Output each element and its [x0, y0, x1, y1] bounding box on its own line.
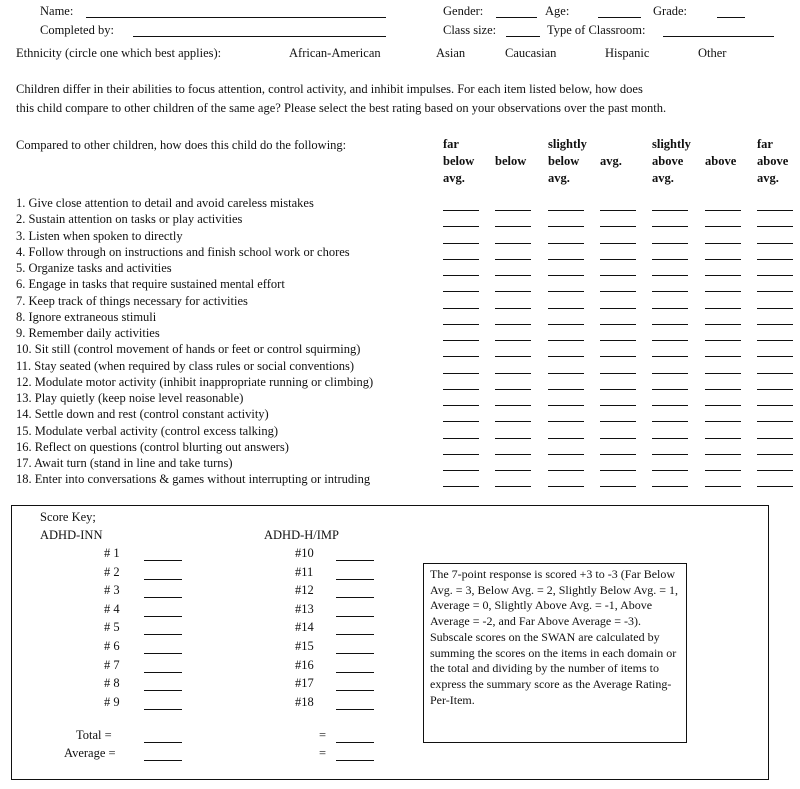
rating-blank[interactable]	[600, 259, 636, 260]
inn-score-field[interactable]	[144, 616, 182, 617]
instructions-line-1: Children differ in their abilities to focus attention, control activity, and inhibit impulses. For each item listed below, how does	[16, 82, 643, 96]
rating-column-header-line	[705, 170, 757, 187]
ethnicity-option-hispanic[interactable]: Hispanic	[605, 46, 650, 60]
rating-blank[interactable]	[443, 356, 479, 357]
rating-item-text: 10. Sit still (control movement of hands or feet or control squirming)	[16, 342, 361, 357]
imp-item-label: #11	[295, 564, 314, 579]
rating-blank[interactable]	[705, 486, 741, 487]
rating-blank[interactable]	[548, 243, 584, 244]
average-label: Average =	[64, 746, 116, 760]
rating-blank[interactable]	[600, 470, 636, 471]
imp-item-label: #12	[295, 583, 314, 598]
age-label: Age:	[545, 4, 570, 18]
grade-label: Grade:	[653, 4, 688, 18]
rating-blank[interactable]	[443, 389, 479, 390]
ethnicity-label: Ethnicity (circle one which best applies):	[16, 46, 222, 60]
rating-item-text: 2. Sustain attention on tasks or play activities	[16, 212, 243, 227]
rating-blank[interactable]	[495, 405, 531, 406]
classroom-type-field[interactable]	[663, 36, 774, 37]
rating-column-header-line	[600, 170, 652, 187]
rating-blank[interactable]	[705, 421, 741, 422]
rating-blank[interactable]	[600, 438, 636, 439]
rating-blank[interactable]	[705, 389, 741, 390]
rating-blank[interactable]	[443, 340, 479, 341]
rating-blank[interactable]	[757, 421, 793, 422]
rating-blank[interactable]	[495, 259, 531, 260]
rating-blank[interactable]	[705, 308, 741, 309]
rating-blank[interactable]	[705, 275, 741, 276]
rating-column-header-line: far	[443, 137, 459, 151]
rating-blank[interactable]	[652, 454, 688, 455]
imp-item-label: #10	[295, 546, 314, 560]
imp-item-label: #18	[295, 694, 314, 709]
classroom-type-label: Type of Classroom:	[547, 23, 646, 37]
rating-column-header-line: far	[757, 137, 773, 151]
adhd-himp-title: ADHD-H/IMP	[264, 528, 339, 542]
rating-blank[interactable]	[652, 340, 688, 341]
rating-blank[interactable]	[495, 308, 531, 309]
inn-score-field[interactable]	[144, 709, 182, 710]
inn-item-label: # 2	[104, 564, 120, 579]
rating-item-text: 6. Engage in tasks that require sustained mental effort	[16, 277, 285, 292]
ethnicity-option-other[interactable]: Other	[698, 46, 727, 60]
rating-blank[interactable]	[443, 324, 479, 325]
inn-item-label: # 7	[104, 657, 120, 672]
imp-total-equals: =	[319, 728, 327, 742]
rating-blank[interactable]	[548, 340, 584, 341]
rating-blank[interactable]	[600, 356, 636, 357]
name-field[interactable]	[86, 17, 386, 18]
rating-blank[interactable]	[600, 486, 636, 487]
rating-blank[interactable]	[600, 243, 636, 244]
rating-blank[interactable]	[548, 405, 584, 406]
rating-blank[interactable]	[548, 373, 584, 374]
rating-blank[interactable]	[652, 243, 688, 244]
rating-item-text: 3. Listen when spoken to directly	[16, 228, 183, 243]
rating-blank[interactable]	[443, 308, 479, 309]
rating-blank[interactable]	[548, 324, 584, 325]
inn-score-field[interactable]	[144, 690, 182, 691]
rating-blank[interactable]	[652, 210, 688, 211]
rating-blank[interactable]	[548, 356, 584, 357]
imp-item-label: #15	[295, 639, 314, 653]
rating-column-header	[600, 136, 652, 187]
inn-score-field[interactable]	[144, 653, 182, 654]
name-label: Name:	[40, 4, 74, 18]
rating-item-text: 5. Organize tasks and activities	[16, 261, 172, 275]
rating-blank[interactable]	[705, 356, 741, 357]
imp-average-field[interactable]	[336, 760, 374, 761]
rating-column-header	[443, 136, 495, 187]
inn-item-label: # 1	[104, 546, 120, 560]
rating-blank[interactable]	[495, 226, 531, 227]
imp-total-field[interactable]	[336, 742, 374, 743]
grade-field[interactable]	[717, 17, 745, 18]
inn-item-label: # 9	[104, 694, 120, 709]
inn-score-field[interactable]	[144, 634, 182, 635]
age-field[interactable]	[598, 17, 641, 18]
rating-blank[interactable]	[495, 210, 531, 211]
rating-blank[interactable]	[548, 259, 584, 260]
rating-blank[interactable]	[652, 421, 688, 422]
inn-score-field[interactable]	[144, 560, 182, 561]
rating-blank[interactable]	[548, 438, 584, 439]
inn-score-field[interactable]	[144, 579, 182, 580]
inn-item-label: # 3	[104, 583, 120, 598]
rating-blank[interactable]	[705, 454, 741, 455]
rating-item-text: 1. Give close attention to detail and avoid careless mistakes	[16, 196, 314, 210]
score-key-title: Score Key;	[40, 510, 96, 524]
rating-blank[interactable]	[495, 243, 531, 244]
imp-score-field[interactable]	[336, 672, 374, 673]
rating-column-header	[495, 136, 547, 187]
rating-blank[interactable]	[757, 486, 793, 487]
rating-blank[interactable]	[548, 470, 584, 471]
rating-blank[interactable]	[757, 454, 793, 455]
rating-item-text: 17. Await turn (stand in line and take turns)	[16, 456, 233, 470]
rating-blank[interactable]	[548, 308, 584, 309]
rating-column-header-line: slightly	[652, 137, 691, 151]
rating-blank[interactable]	[600, 421, 636, 422]
rating-column-header	[757, 136, 800, 187]
inn-average-field[interactable]	[144, 760, 182, 761]
rating-blank[interactable]	[600, 324, 636, 325]
rating-blank[interactable]	[652, 438, 688, 439]
rating-blank[interactable]	[548, 486, 584, 487]
rating-column-header-line: below	[548, 154, 580, 168]
rating-item-text: 13. Play quietly (keep noise level reasonable)	[16, 391, 244, 405]
imp-score-field[interactable]	[336, 709, 374, 710]
rating-blank[interactable]	[495, 324, 531, 325]
rating-blank[interactable]	[443, 226, 479, 227]
imp-score-field[interactable]	[336, 579, 374, 580]
rating-blank[interactable]	[705, 324, 741, 325]
class-size-field[interactable]	[506, 36, 540, 37]
class-size-label: Class size:	[443, 23, 497, 37]
rating-blank[interactable]	[443, 275, 479, 276]
rating-blank[interactable]	[548, 226, 584, 227]
rating-blank[interactable]	[548, 389, 584, 390]
inn-item-label: # 6	[104, 639, 120, 653]
imp-score-field[interactable]	[336, 690, 374, 691]
rating-blank[interactable]	[757, 210, 793, 211]
rating-blank[interactable]	[600, 405, 636, 406]
rating-blank[interactable]	[600, 275, 636, 276]
rating-column-header-line: avg.	[443, 171, 465, 185]
rating-blank[interactable]	[495, 340, 531, 341]
rating-blank[interactable]	[757, 308, 793, 309]
rating-blank[interactable]	[757, 243, 793, 244]
instructions-line-2: this child compare to other children of the same age? Please select the best rating based on your observations over the past month.	[16, 101, 667, 115]
inn-item-label: # 8	[104, 676, 120, 691]
rating-column-header-line: avg.	[548, 171, 570, 185]
inn-score-field[interactable]	[144, 672, 182, 673]
rating-blank[interactable]	[548, 275, 584, 276]
rating-blank[interactable]	[705, 340, 741, 341]
rating-blank[interactable]	[600, 210, 636, 211]
rating-blank[interactable]	[495, 373, 531, 374]
rating-item-text: 14. Settle down and rest (control constant activity)	[16, 407, 269, 422]
rating-blank[interactable]	[600, 389, 636, 390]
rating-item-text: 8. Ignore extraneous stimuli	[16, 309, 157, 324]
rating-blank[interactable]	[548, 291, 584, 292]
rating-blank[interactable]	[705, 291, 741, 292]
rating-blank[interactable]	[495, 486, 531, 487]
rating-blank[interactable]	[443, 291, 479, 292]
rating-blank[interactable]	[757, 226, 793, 227]
rating-blank[interactable]	[443, 259, 479, 260]
imp-score-field[interactable]	[336, 653, 374, 654]
rating-blank[interactable]	[705, 405, 741, 406]
rating-blank[interactable]	[600, 308, 636, 309]
imp-item-label: #17	[295, 676, 314, 691]
rating-blank[interactable]	[652, 324, 688, 325]
rating-blank[interactable]	[757, 373, 793, 374]
rating-column-header-line: below	[443, 154, 475, 168]
rating-blank[interactable]	[495, 421, 531, 422]
rating-blank[interactable]	[652, 389, 688, 390]
rating-blank[interactable]	[443, 486, 479, 487]
rating-item-text: 15. Modulate verbal activity (control excess talking)	[16, 423, 279, 438]
inn-item-label: # 4	[104, 601, 120, 616]
rating-blank[interactable]	[757, 438, 793, 439]
imp-item-label: #16	[295, 657, 314, 672]
imp-score-field[interactable]	[336, 560, 374, 561]
rating-blank[interactable]	[495, 438, 531, 439]
rating-blank[interactable]	[652, 470, 688, 471]
rating-blank[interactable]	[705, 259, 741, 260]
rating-blank[interactable]	[757, 356, 793, 357]
rating-blank[interactable]	[652, 308, 688, 309]
rating-blank[interactable]	[652, 356, 688, 357]
rating-column-header	[548, 136, 600, 187]
rating-blank[interactable]	[548, 454, 584, 455]
rating-column-header-line	[495, 170, 547, 187]
rating-column-header-line: above	[757, 154, 789, 168]
rating-blank[interactable]	[548, 210, 584, 211]
rating-blank[interactable]	[495, 454, 531, 455]
scoring-note: The 7-point response is scored +3 to -3 (Far Below Avg. = 3, Below Avg. = 2, Slightly Below Avg. = 1, Average = 0, Slightly Above Avg. = -1, Above Average = -2, and Far Above Average = -3). Subscale scores on the SWAN are calculated by summing the scores on the items in each domain or the total and dividing by the number of items to express the summary score as the Average Rating-Per-Item.	[423, 563, 687, 743]
rating-blank[interactable]	[757, 259, 793, 260]
rating-blank[interactable]	[705, 210, 741, 211]
rating-blank[interactable]	[652, 405, 688, 406]
rating-blank[interactable]	[495, 389, 531, 390]
rating-column-header-line: slightly	[548, 137, 587, 151]
rating-blank[interactable]	[705, 438, 741, 439]
rating-blank[interactable]	[443, 421, 479, 422]
rating-column-header-line	[600, 136, 652, 153]
rating-blank[interactable]	[652, 373, 688, 374]
rating-blank[interactable]	[443, 470, 479, 471]
rating-column-header-line: avg.	[757, 171, 779, 185]
rating-blank[interactable]	[705, 373, 741, 374]
rating-blank[interactable]	[652, 259, 688, 260]
rating-column-header-line: avg.	[652, 171, 674, 185]
rating-item-text: 9. Remember daily activities	[16, 326, 160, 340]
rating-item-text: 16. Reflect on questions (control blurting out answers)	[16, 439, 289, 454]
rating-blank[interactable]	[652, 486, 688, 487]
rating-blank[interactable]	[443, 243, 479, 244]
rating-blank[interactable]	[495, 275, 531, 276]
rating-blank[interactable]	[443, 373, 479, 374]
rating-blank[interactable]	[495, 291, 531, 292]
rating-item-text: 4. Follow through on instructions and finish school work or chores	[16, 244, 350, 259]
rating-blank[interactable]	[495, 470, 531, 471]
rating-blank[interactable]	[600, 340, 636, 341]
total-label: Total =	[76, 728, 112, 742]
rating-blank[interactable]	[757, 291, 793, 292]
adhd-inn-title: ADHD-INN	[40, 528, 103, 542]
rating-column-header-line: avg.	[600, 154, 622, 168]
rating-blank[interactable]	[705, 243, 741, 244]
rating-blank[interactable]	[600, 226, 636, 227]
imp-score-field[interactable]	[336, 616, 374, 617]
inn-score-field[interactable]	[144, 597, 182, 598]
inn-total-field[interactable]	[144, 742, 182, 743]
imp-score-field[interactable]	[336, 597, 374, 598]
gender-field[interactable]	[496, 17, 537, 18]
inn-item-label: # 5	[104, 620, 120, 635]
rating-column-header-line	[495, 136, 547, 153]
rating-blank[interactable]	[600, 291, 636, 292]
rating-blank[interactable]	[600, 454, 636, 455]
rating-blank[interactable]	[443, 438, 479, 439]
gender-label: Gender:	[443, 4, 484, 18]
rating-blank[interactable]	[443, 210, 479, 211]
rating-column-header-line	[705, 136, 757, 153]
completed-by-field[interactable]	[133, 36, 386, 37]
imp-item-label: #13	[295, 601, 314, 616]
rating-item-text: 12. Modulate motor activity (inhibit inappropriate running or climbing)	[16, 374, 374, 389]
question-prompt: Compared to other children, how does this child do the following:	[16, 138, 347, 152]
rating-blank[interactable]	[705, 470, 741, 471]
rating-blank[interactable]	[757, 389, 793, 390]
rating-blank[interactable]	[652, 275, 688, 276]
imp-item-label: #14	[295, 620, 314, 635]
rating-blank[interactable]	[443, 405, 479, 406]
imp-average-equals: =	[319, 746, 327, 760]
rating-blank[interactable]	[757, 275, 793, 276]
imp-score-field[interactable]	[336, 634, 374, 635]
rating-blank[interactable]	[443, 454, 479, 455]
rating-column-header	[652, 136, 704, 187]
rating-blank[interactable]	[705, 226, 741, 227]
ethnicity-option-caucasian[interactable]: Caucasian	[505, 46, 557, 60]
rating-item-text: 7. Keep track of things necessary for activities	[16, 293, 248, 308]
rating-column-header-line: below	[495, 154, 527, 168]
rating-blank[interactable]	[757, 405, 793, 406]
rating-blank[interactable]	[548, 421, 584, 422]
rating-column-header	[705, 136, 757, 187]
rating-blank[interactable]	[757, 324, 793, 325]
rating-item-text: 11. Stay seated (when required by class rules or social conventions)	[16, 358, 354, 373]
rating-item-text: 18. Enter into conversations & games without interrupting or intruding	[16, 472, 371, 487]
rating-blank[interactable]	[652, 291, 688, 292]
rating-blank[interactable]	[652, 226, 688, 227]
ethnicity-option-asian[interactable]: Asian	[436, 46, 466, 60]
rating-blank[interactable]	[495, 356, 531, 357]
rating-blank[interactable]	[600, 373, 636, 374]
rating-column-header-line: above	[705, 154, 737, 168]
rating-blank[interactable]	[757, 340, 793, 341]
completed-by-label: Completed by:	[40, 23, 114, 37]
rating-blank[interactable]	[757, 470, 793, 471]
ethnicity-option-african-american[interactable]: African-American	[289, 46, 381, 60]
rating-column-header-line: above	[652, 154, 684, 168]
